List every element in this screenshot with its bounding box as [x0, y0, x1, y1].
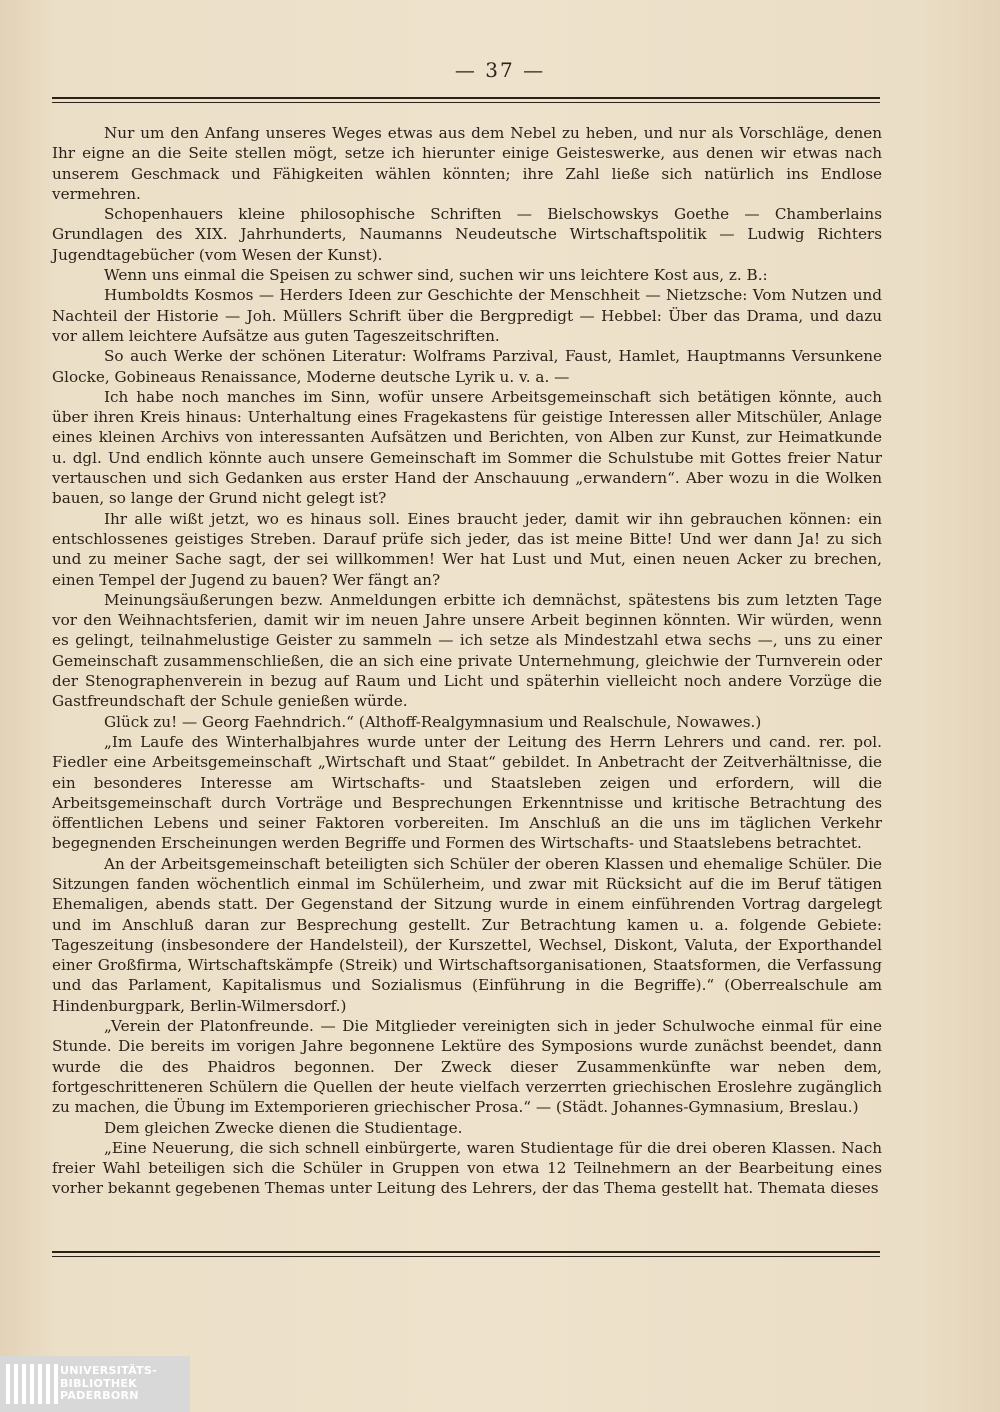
paragraph: Ihr alle wißt jetzt, wo es hinaus soll. Eines braucht jeder, damit wir ihn gebrauchen können: ein entschlossenes geistiges Streben. Darauf prüfe sich jeder, das ist meine Bitte! Und wer dann Ja! zu sich und zu meiner Sache sagt, der sei willkommen! Wer hat Lust und Mut, einen neuen Acker zu brechen, einen Tempel der Jugend zu bauen? Wer fängt an? [52, 509, 882, 589]
paragraph: Dem gleichen Zwecke dienen die Studientage. [104, 1118, 463, 1137]
paragraph: „Im Laufe des Winterhalbjahres wurde unter der Leitung des Herrn Lehrers und cand. rer. pol. Fiedler eine Arbeitsgemeinschaft „Wirtschaft und Staat“ gebildet. In Anbetracht der Zeitverhältnisse, die ein besonderes Interesse am Wirtschafts- und Staatsleben zeigen und erfordern, will die Arbeitsgemeinschaft durch Vorträge und Besprechungen Erkenntnisse und kritische Betrachtung des öffentlichen Lebens und seiner Faktoren vorbereiten. Im Anschluß an die uns im täglichen Verkehr begegnenden Erscheinungen werden Begriffe und Formen des Wirtschafts- und Staatslebens betrachtet. [52, 732, 882, 853]
paragraph: Humboldts Kosmos — Herders Ideen zur Geschichte der Menschheit — Nietzsche: Vom Nutzen und Nachteil der Historie — Joh. Müllers Schrift über die Bergpredigt — Hebbel: Über das Drama, und dazu vor allem leichtere Aufsätze aus guten Tageszeitschriften. [52, 286, 882, 345]
paragraph: Wenn uns einmal die Speisen zu schwer sind, suchen wir uns leichtere Kost aus, z. B.: [104, 266, 768, 285]
footer-rule [52, 1251, 880, 1257]
paragraph: Meinungsäußerungen bezw. Anmeldungen erbitte ich demnächst, spätestens bis zum letzten Tage vor den Weihnachtsferien, damit wir im neuen Jahre unsere Arbeit beginnen könnten. Wir würden, wenn es gelingt, teilnahmelustige Geister zu sammeln — ich setze als Mindestzahl etwa sechs —, uns zu einer Gemeinschaft zusammenschließen, die an sich eine private Unternehmung, gleichwie der Turnverein oder der Stenographenverein in bezug auf Raum und Licht und späterhin vielleicht noch andere Vorzüge die Gastfreundschaft der Schule genießen würde. [52, 590, 882, 711]
paragraph: Glück zu! — Georg Faehndrich.“ (Althoff-Realgymnasium und Realschule, Nowawes.) [104, 712, 762, 731]
paragraph: So auch Werke der schönen Literatur: Wolframs Parzival, Faust, Hamlet, Hauptmanns Versunkene Glocke, Gobineaus Renaissance, Moderne deutsche Lyrik u. v. a. — [52, 347, 882, 386]
paragraph: Schopenhauers kleine philosophische Schriften — Bielschowskys Goethe — Chamberlains Grundlagen des XIX. Jahrhunderts, Naumanns Neudeutsche Wirtschaftspolitik — Ludwig Richters Jugendtagebücher (vom Wesen der Kunst). [52, 205, 882, 264]
paragraph: An der Arbeitsgemeinschaft beteiligten sich Schüler der oberen Klassen und ehemalige Schüler. Die Sitzungen fanden wöchentlich einmal im Schülerheim, und zwar mit Rücksicht auf die im Beruf tätigen Ehemaligen, abends statt. Der Gegenstand der Sitzung wurde in einem einführenden Vortrag dargelegt und im Anschluß daran zur Besprechung gestellt. Zur Betrachtung kamen u. a. folgende Gebiete: Tageszeitung (insbesondere der Handelsteil), der Kurszettel, Wechsel, Diskont, Valuta, der Exporthandel einer Großfirma, Wirtschaftskämpfe (Streik) und Wirtschaftsorganisationen, Staatsformen, die Verfassung und das Parlament, Kapitalismus und Sozialismus (Einführung in die Begriffe).“ (Oberrealschule am Hindenburgpark, Berlin-Wilmersdorf.) [52, 854, 882, 1015]
paragraph: Ich habe noch manches im Sinn, wofür unsere Arbeitsgemeinschaft sich betätigen könnte, auch über ihren Kreis hinaus: Unterhaltung eines Fragekastens für geistige Interessen aller Mitschüler, Anlage eines kleinen Archivs von interessanten Aufsätzen und Berichten, von Alben zur Kunst, zur Heimatkunde u. dgl. Und endlich könnte auch unsere Gemeinschaft im Sommer die Schulstube mit Gottes freier Natur vertauschen und sich Gedanken aus erster Hand der Anschauung „erwandern“. Aber wozu in die Wolken bauen, so lange der Grund nicht gelegt ist? [52, 387, 882, 508]
logo-line: PADERBORN [60, 1389, 139, 1402]
body-text [52, 123, 882, 1199]
paragraph: Nur um den Anfang unseres Weges etwas aus dem Nebel zu heben, und nur als Vorschläge, denen Ihr eigne an die Seite stellen mögt, setze ich hierunter einige Geisteswerke, aus denen wir etwas nach unserem Geschmack und Fähigkeiten wählen könnten; ihre Zahl ließe sich natürlich ins Endlose vermehren. [52, 124, 882, 203]
logo-line: BIBLIOTHEK [60, 1376, 138, 1390]
paragraph: „Verein der Platonfreunde. — Die Mitglieder vereinigten sich in jeder Schulwoche einmal für eine Stunde. Die bereits im vorigen Jahre begonnene Lektüre des Symposions wurde zunächst beendet, dann wurde die des Phaidros begonnen. Der Zweck dieser Zusammenkünfte war neben dem, fortgeschritteneren Schülern die Quellen der heute vielfach verzerrten griechischen Eroslehre zugänglich zu machen, die Übung im Extemporieren griechischer Prosa.“ — (Städt. Johannes-Gymnasium, Breslau.) [52, 1017, 882, 1117]
logo-line: UNIVERSITÄTS- [60, 1364, 157, 1377]
header-rule [52, 97, 880, 103]
library-logo [0, 1356, 190, 1412]
paragraph: „Eine Neuerung, die sich schnell einbürgerte, waren Studientage für die drei oberen Klassen. Nach freier Wahl beteiligen sich die Schüler in Gruppen von etwa 12 Teilnehmern an der Bearbeitung eines vorher bekannt gegebenen Themas unter Leitung des Lehrers, der das Thema gestellt hat. Themata dieses [52, 1138, 882, 1198]
logo-stripes-icon [6, 1364, 58, 1404]
page-number: — 37 — [454, 58, 546, 82]
logo-text [60, 1365, 157, 1403]
